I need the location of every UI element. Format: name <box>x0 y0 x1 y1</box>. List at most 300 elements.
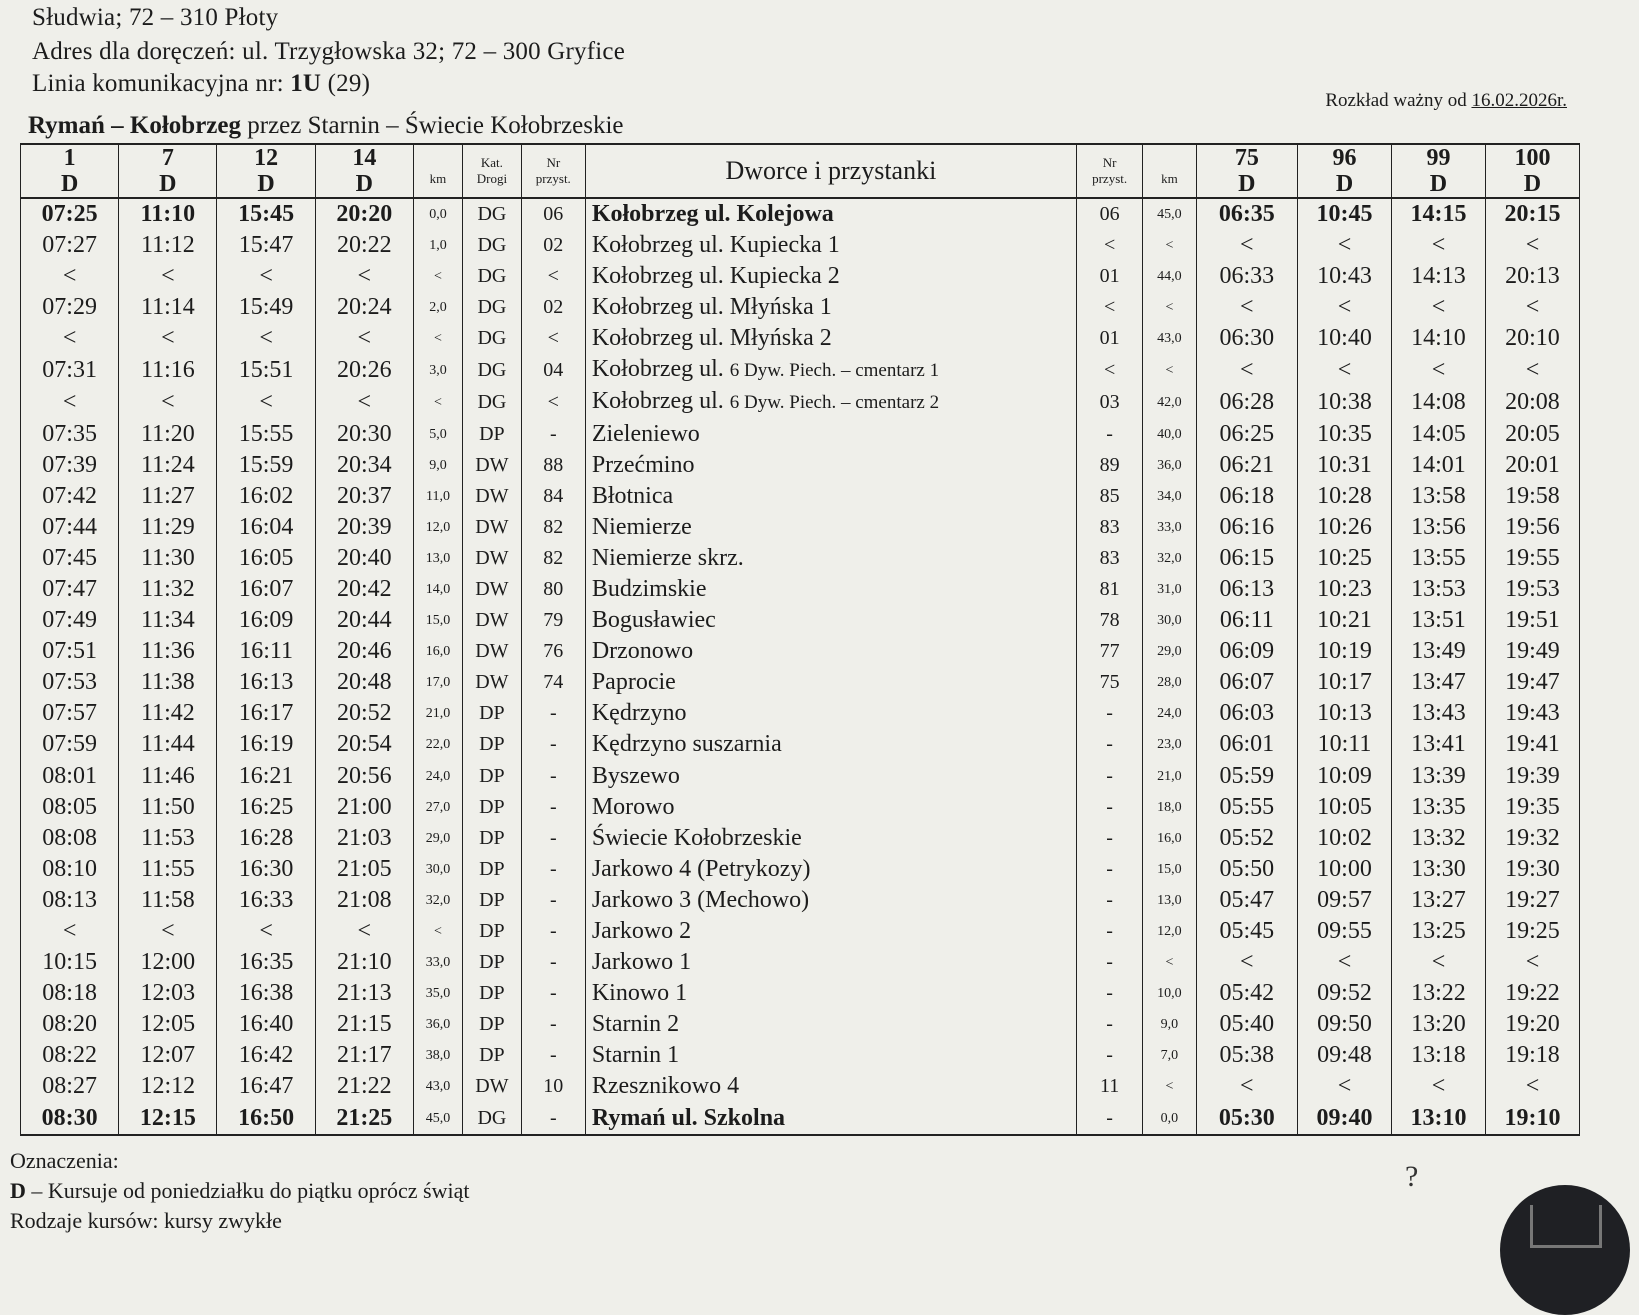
road-category-cell: DP <box>463 854 522 885</box>
timetable-row <box>21 885 1580 916</box>
km-cell-right: 21,0 <box>1143 761 1196 792</box>
return-time: 20:01 <box>1485 450 1579 481</box>
road-category-cell: DG <box>463 386 522 418</box>
km-cell: < <box>413 386 462 418</box>
return-time: < <box>1485 947 1579 978</box>
legend-kinds: Rodzaje kursów: kursy zwykłe <box>10 1208 282 1233</box>
stop-number-cell: - <box>521 1103 585 1135</box>
station-name <box>585 481 1076 512</box>
return-time: 05:59 <box>1196 761 1297 792</box>
stop-number-cell: 82 <box>521 543 585 574</box>
road-category-cell: DP <box>463 916 522 947</box>
departure-time: 11:42 <box>119 698 217 729</box>
return-time: 10:28 <box>1298 481 1392 512</box>
stop-number-cell: - <box>521 418 585 449</box>
stop-number-cell-right: 01 <box>1077 261 1143 292</box>
km-cell: < <box>413 261 462 292</box>
station-name <box>585 792 1076 823</box>
return-time: 06:33 <box>1196 261 1297 292</box>
return-time: < <box>1298 1071 1392 1102</box>
course-header: 1 D <box>21 144 119 198</box>
km-cell-right: 33,0 <box>1143 512 1196 543</box>
station-label: Przećmino <box>591 451 695 478</box>
km-cell-right: 15,0 <box>1143 854 1196 885</box>
return-time: < <box>1298 354 1392 386</box>
timetable-row <box>21 729 1580 760</box>
return-time: 09:52 <box>1298 978 1392 1009</box>
station-name <box>585 636 1076 667</box>
stop-number-cell-right: - <box>1077 916 1143 947</box>
return-time: 05:38 <box>1196 1040 1297 1071</box>
return-time: 13:39 <box>1391 761 1485 792</box>
return-time: 06:30 <box>1196 323 1297 354</box>
return-time: 20:08 <box>1485 386 1579 418</box>
departure-time: < <box>119 261 217 292</box>
stop-number-cell-right: 11 <box>1077 1071 1143 1102</box>
station-name <box>585 1009 1076 1040</box>
stop-number-cell: - <box>521 978 585 1009</box>
km-cell: < <box>413 916 462 947</box>
km-cell-right: 34,0 <box>1143 481 1196 512</box>
station-label: Błotnica <box>591 482 674 509</box>
departure-time: 20:56 <box>315 761 413 792</box>
road-category-cell: DP <box>463 698 522 729</box>
return-time: 19:18 <box>1485 1040 1579 1071</box>
timetable-row <box>21 261 1580 292</box>
return-time: 13:47 <box>1391 667 1485 698</box>
stop-number-cell: 80 <box>521 574 585 605</box>
road-category-cell: DP <box>463 1009 522 1040</box>
road-category-cell: DG <box>463 292 522 323</box>
km-cell: 3,0 <box>413 354 462 386</box>
return-time: 20:15 <box>1485 198 1579 230</box>
return-time: 10:38 <box>1298 386 1392 418</box>
road-category-cell: DW <box>463 605 522 636</box>
stop-number-cell: - <box>521 947 585 978</box>
return-time: 19:22 <box>1485 978 1579 1009</box>
departure-time: 20:54 <box>315 729 413 760</box>
stop-number-header: Nr przyst. <box>521 144 585 198</box>
road-category-cell: DW <box>463 636 522 667</box>
road-category-cell: DW <box>463 1071 522 1102</box>
station-label: Jarkowo 1 <box>591 949 692 976</box>
km-cell-right: 43,0 <box>1143 323 1196 354</box>
departure-time: 16:07 <box>217 574 315 605</box>
station-label: Niemierze skrz. <box>591 544 744 571</box>
stop-number-cell-right: - <box>1077 978 1143 1009</box>
departure-time: 07:47 <box>21 574 119 605</box>
station-label: Byszewo <box>591 762 680 789</box>
station-name <box>585 729 1076 760</box>
km-cell-right: 10,0 <box>1143 978 1196 1009</box>
km-cell-right: < <box>1143 947 1196 978</box>
departure-time: 08:05 <box>21 792 119 823</box>
km-cell-right: 16,0 <box>1143 823 1196 854</box>
departure-time: 11:14 <box>119 292 217 323</box>
departure-time: 08:20 <box>21 1009 119 1040</box>
departure-time: 11:27 <box>119 481 217 512</box>
valid-from <box>1325 90 1567 112</box>
return-time: < <box>1485 292 1579 323</box>
road-category-cell: DP <box>463 885 522 916</box>
station-name <box>585 916 1076 947</box>
timetable-row <box>21 386 1580 418</box>
return-time: 09:55 <box>1298 916 1392 947</box>
km-cell-right: 44,0 <box>1143 261 1196 292</box>
road-category-cell: DW <box>463 512 522 543</box>
return-time: 10:23 <box>1298 574 1392 605</box>
departure-time: 15:45 <box>217 198 315 230</box>
departure-time: 07:27 <box>21 230 119 261</box>
station-label: Kołobrzeg ul. <box>591 388 730 415</box>
return-time: 06:21 <box>1196 450 1297 481</box>
timetable-row <box>21 450 1580 481</box>
departure-time: < <box>217 916 315 947</box>
return-time: 19:20 <box>1485 1009 1579 1040</box>
return-time: 19:55 <box>1485 543 1579 574</box>
stop-number-cell-right: - <box>1077 418 1143 449</box>
departure-time: 20:30 <box>315 418 413 449</box>
return-time: < <box>1298 230 1392 261</box>
departure-time: 20:22 <box>315 230 413 261</box>
station-name <box>585 823 1076 854</box>
departure-time: 11:24 <box>119 450 217 481</box>
stop-number-cell-right: < <box>1077 230 1143 261</box>
timetable-row <box>21 1040 1580 1071</box>
station-name <box>585 198 1076 230</box>
timetable-row <box>21 1071 1580 1102</box>
departure-time: 07:49 <box>21 605 119 636</box>
km-cell-right: 36,0 <box>1143 450 1196 481</box>
km-cell-right: 45,0 <box>1143 198 1196 230</box>
return-time: 06:28 <box>1196 386 1297 418</box>
departure-time: 16:09 <box>217 605 315 636</box>
legend-title: Oznaczenia: <box>10 1148 119 1173</box>
course-header: 14 D <box>315 144 413 198</box>
stop-number-cell: 82 <box>521 512 585 543</box>
station-label: Kędrzyno suszarnia <box>591 731 782 758</box>
departure-time: 11:12 <box>119 230 217 261</box>
departure-time: 11:55 <box>119 854 217 885</box>
station-name <box>585 450 1076 481</box>
km-cell: 17,0 <box>413 667 462 698</box>
departure-time: 21:17 <box>315 1040 413 1071</box>
departure-time: 08:27 <box>21 1071 119 1102</box>
stop-number-cell-right: - <box>1077 698 1143 729</box>
return-time: 10:17 <box>1298 667 1392 698</box>
timetable-row <box>21 978 1580 1009</box>
route-title <box>28 112 624 140</box>
departure-time: < <box>21 323 119 354</box>
stop-number-cell: - <box>521 885 585 916</box>
stop-number-cell-right: 75 <box>1077 667 1143 698</box>
stop-number-cell: - <box>521 698 585 729</box>
km-cell: 11,0 <box>413 481 462 512</box>
km-cell-right: 18,0 <box>1143 792 1196 823</box>
departure-time: < <box>315 323 413 354</box>
return-time: 10:21 <box>1298 605 1392 636</box>
return-time: < <box>1196 1071 1297 1102</box>
timetable-row <box>21 792 1580 823</box>
km-cell-right: 42,0 <box>1143 386 1196 418</box>
legend <box>10 1146 469 1236</box>
return-time: 19:49 <box>1485 636 1579 667</box>
road-category-cell: DP <box>463 1040 522 1071</box>
station-name <box>585 947 1076 978</box>
km-cell-right: 7,0 <box>1143 1040 1196 1071</box>
departure-time: 16:13 <box>217 667 315 698</box>
return-time: < <box>1196 230 1297 261</box>
departure-time: 20:26 <box>315 354 413 386</box>
stop-number-cell-right: < <box>1077 354 1143 386</box>
return-time: 06:01 <box>1196 729 1297 760</box>
km-cell: < <box>413 323 462 354</box>
return-time: 13:27 <box>1391 885 1485 916</box>
return-time: 19:39 <box>1485 761 1579 792</box>
road-category-cell: DG <box>463 1103 522 1135</box>
return-time: 09:57 <box>1298 885 1392 916</box>
timetable <box>20 143 1580 1136</box>
departure-time: 11:32 <box>119 574 217 605</box>
route-via: przez Starnin – Świecie Kołobrzeskie <box>241 112 624 139</box>
stop-number-cell-right: - <box>1077 885 1143 916</box>
timetable-row <box>21 854 1580 885</box>
departure-time: 08:13 <box>21 885 119 916</box>
departure-time: 21:05 <box>315 854 413 885</box>
station-name <box>585 386 1076 418</box>
departure-time: < <box>315 916 413 947</box>
departure-time: 07:51 <box>21 636 119 667</box>
return-time: 05:50 <box>1196 854 1297 885</box>
departure-time: 11:53 <box>119 823 217 854</box>
departure-time: 21:13 <box>315 978 413 1009</box>
return-time: 13:53 <box>1391 574 1485 605</box>
stop-number-cell-right: < <box>1077 292 1143 323</box>
timetable-row <box>21 512 1580 543</box>
return-time: 10:02 <box>1298 823 1392 854</box>
stop-number-header-right: Nr przyst. <box>1077 144 1143 198</box>
return-time: 19:56 <box>1485 512 1579 543</box>
course-header: 96 D <box>1298 144 1392 198</box>
return-time: 09:40 <box>1298 1103 1392 1135</box>
return-time: 19:41 <box>1485 729 1579 760</box>
station-label: Kołobrzeg ul. Młyńska 1 <box>591 294 832 321</box>
departure-time: 07:45 <box>21 543 119 574</box>
stop-number-cell: 88 <box>521 450 585 481</box>
return-time: 13:43 <box>1391 698 1485 729</box>
departure-time: 11:29 <box>119 512 217 543</box>
departure-time: 08:08 <box>21 823 119 854</box>
departure-time: 20:46 <box>315 636 413 667</box>
stop-number-cell: < <box>521 386 585 418</box>
line-code-suffix: (29) <box>321 70 371 97</box>
station-label: Budzimskie <box>591 575 707 602</box>
departure-time: 20:37 <box>315 481 413 512</box>
km-cell-right: < <box>1143 230 1196 261</box>
return-time: 05:45 <box>1196 916 1297 947</box>
departure-time: 12:00 <box>119 947 217 978</box>
departure-time: 07:53 <box>21 667 119 698</box>
timetable-row <box>21 916 1580 947</box>
departure-time: 16:02 <box>217 481 315 512</box>
departure-time: 21:03 <box>315 823 413 854</box>
station-label: Kołobrzeg ul. Kupiecka 1 <box>591 232 840 259</box>
delivery-address: Adres dla doręczeń: ul. Trzygłowska 32; 72 – 300 Gryfice <box>32 38 626 65</box>
departure-time: < <box>119 916 217 947</box>
departure-time: 16:05 <box>217 543 315 574</box>
station-label: Kędrzyno <box>591 700 687 727</box>
station-name <box>585 854 1076 885</box>
stop-number-cell: 02 <box>521 292 585 323</box>
return-time: < <box>1391 354 1485 386</box>
return-time: 13:49 <box>1391 636 1485 667</box>
stop-number-cell: - <box>521 729 585 760</box>
departure-time: < <box>217 261 315 292</box>
departure-time: 08:10 <box>21 854 119 885</box>
departure-time: 08:30 <box>21 1103 119 1135</box>
return-time: 06:35 <box>1196 198 1297 230</box>
station-name <box>585 885 1076 916</box>
return-time: < <box>1485 230 1579 261</box>
departure-time: 11:20 <box>119 418 217 449</box>
return-time: 14:01 <box>1391 450 1485 481</box>
return-time: 14:05 <box>1391 418 1485 449</box>
km-cell-right: 13,0 <box>1143 885 1196 916</box>
station-label: Kołobrzeg ul. Młyńska 2 <box>591 325 832 352</box>
station-label: Drzonowo <box>591 638 694 665</box>
station-label: Rzesznikowo 4 <box>591 1073 740 1100</box>
stop-number-cell-right: 77 <box>1077 636 1143 667</box>
road-category-cell: DP <box>463 761 522 792</box>
departure-time: 10:15 <box>21 947 119 978</box>
course-header: 100 D <box>1485 144 1579 198</box>
station-name <box>585 667 1076 698</box>
departure-time: 16:28 <box>217 823 315 854</box>
km-cell-right: 0,0 <box>1143 1103 1196 1135</box>
stop-number-cell: 02 <box>521 230 585 261</box>
return-time: 10:09 <box>1298 761 1392 792</box>
station-sublabel: 6 Dyw. Piech. – cmentarz 2 <box>729 392 940 414</box>
return-time: 06:16 <box>1196 512 1297 543</box>
departure-time: 11:46 <box>119 761 217 792</box>
return-time: 05:47 <box>1196 885 1297 916</box>
station-label: Paprocie <box>591 669 676 696</box>
course-header: 7 D <box>119 144 217 198</box>
departure-time: 08:22 <box>21 1040 119 1071</box>
return-time: 06:07 <box>1196 667 1297 698</box>
timetable-row <box>21 636 1580 667</box>
return-time: 13:41 <box>1391 729 1485 760</box>
return-time: 19:43 <box>1485 698 1579 729</box>
km-cell: 1,0 <box>413 230 462 261</box>
stop-number-cell-right: 83 <box>1077 512 1143 543</box>
return-time: 13:22 <box>1391 978 1485 1009</box>
stop-number-cell-right: - <box>1077 792 1143 823</box>
departure-time: < <box>315 386 413 418</box>
return-time: 19:27 <box>1485 885 1579 916</box>
km-cell: 32,0 <box>413 885 462 916</box>
return-time: 06:15 <box>1196 543 1297 574</box>
stop-number-cell-right: 06 <box>1077 198 1143 230</box>
route-endpoints: Rymań – Kołobrzeg <box>28 112 241 139</box>
station-label: Bogusławiec <box>591 607 716 634</box>
timetable-row <box>21 1009 1580 1040</box>
return-time: 13:20 <box>1391 1009 1485 1040</box>
km-cell-right: < <box>1143 292 1196 323</box>
return-time: 06:18 <box>1196 481 1297 512</box>
stop-number-cell: 06 <box>521 198 585 230</box>
departure-time: 21:08 <box>315 885 413 916</box>
departure-time: 12:15 <box>119 1103 217 1135</box>
timetable-row <box>21 354 1580 386</box>
departure-time: 16:04 <box>217 512 315 543</box>
stop-number-cell-right: - <box>1077 1040 1143 1071</box>
station-label: Kołobrzeg ul. <box>591 356 730 383</box>
road-category-cell: DP <box>463 418 522 449</box>
return-time: 19:32 <box>1485 823 1579 854</box>
departure-time: 16:17 <box>217 698 315 729</box>
km-header: km <box>413 144 462 198</box>
legend-d <box>10 1176 469 1206</box>
departure-time: 07:31 <box>21 354 119 386</box>
departure-time: 21:22 <box>315 1071 413 1102</box>
departure-time: < <box>21 916 119 947</box>
timetable-row <box>21 323 1580 354</box>
road-category-cell: DP <box>463 823 522 854</box>
return-time: 06:25 <box>1196 418 1297 449</box>
departure-time: 20:24 <box>315 292 413 323</box>
return-time: 13:32 <box>1391 823 1485 854</box>
road-category-cell: DW <box>463 667 522 698</box>
return-time: 19:10 <box>1485 1103 1579 1135</box>
stop-number-cell: < <box>521 261 585 292</box>
km-cell-right: < <box>1143 354 1196 386</box>
return-time: < <box>1391 230 1485 261</box>
return-time: 19:58 <box>1485 481 1579 512</box>
km-cell-right: 12,0 <box>1143 916 1196 947</box>
station-name <box>585 261 1076 292</box>
road-category-header: Kat. Drogi <box>463 144 522 198</box>
return-time: 19:47 <box>1485 667 1579 698</box>
km-cell: 9,0 <box>413 450 462 481</box>
stop-number-cell-right: - <box>1077 823 1143 854</box>
departure-time: 20:42 <box>315 574 413 605</box>
km-cell-right: 32,0 <box>1143 543 1196 574</box>
road-category-cell: DP <box>463 729 522 760</box>
departure-time: 20:52 <box>315 698 413 729</box>
km-cell-right: 24,0 <box>1143 698 1196 729</box>
departure-time: 21:25 <box>315 1103 413 1135</box>
departure-time: 07:59 <box>21 729 119 760</box>
timetable-row <box>21 823 1580 854</box>
departure-time: 16:11 <box>217 636 315 667</box>
stop-number-cell: 84 <box>521 481 585 512</box>
station-label: Kinowo 1 <box>591 980 688 1007</box>
departure-time: 08:18 <box>21 978 119 1009</box>
return-time: 13:58 <box>1391 481 1485 512</box>
departure-time: 11:34 <box>119 605 217 636</box>
stop-number-cell: 74 <box>521 667 585 698</box>
return-time: 06:11 <box>1196 605 1297 636</box>
departure-time: 20:48 <box>315 667 413 698</box>
return-time: 14:15 <box>1391 198 1485 230</box>
station-name <box>585 1071 1076 1102</box>
return-time: 13:56 <box>1391 512 1485 543</box>
valid-date: 16.02.2026r. <box>1471 90 1567 111</box>
departure-time: 11:36 <box>119 636 217 667</box>
return-time: 09:48 <box>1298 1040 1392 1071</box>
station-name <box>585 978 1076 1009</box>
